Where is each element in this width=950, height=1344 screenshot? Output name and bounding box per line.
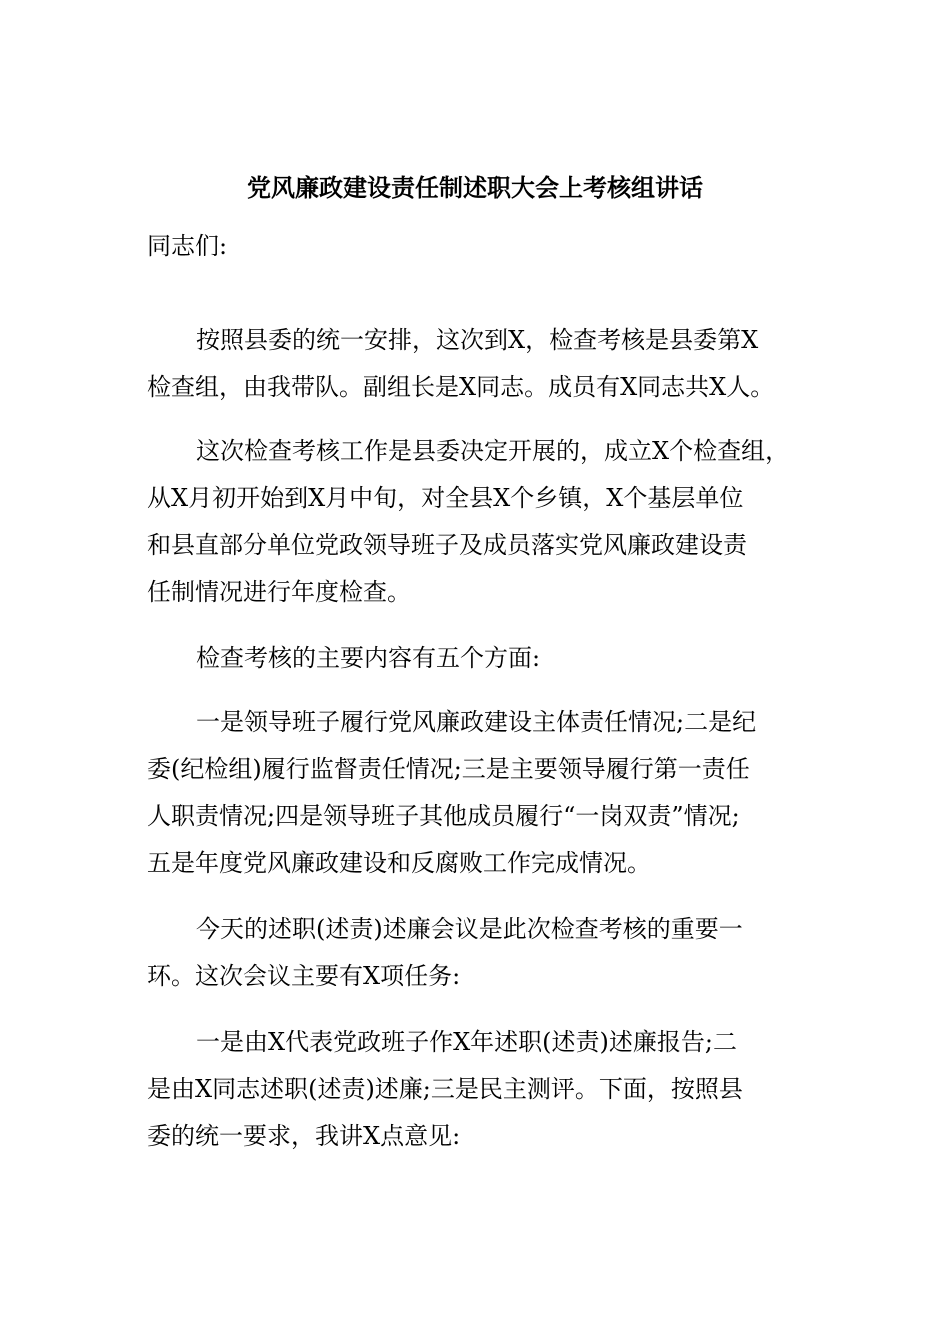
text-line: 是由X同志述职(述责)述廉;三是民主测评。下面，按照县 [147, 1075, 743, 1103]
text-line: 今天的述职(述责)述廉会议是此次检查考核的重要一 [196, 915, 743, 943]
text-line: 按照县委的统一安排，这次到X，检查考核是县委第X [196, 326, 759, 354]
document-title: 党风廉政建设责任制述职大会上考核组讲话 [247, 173, 703, 202]
text-line: 人职责情况;四是领导班子其他成员履行“一岗双责”情况; [147, 802, 740, 830]
text-line: 环。这次会议主要有X项任务: [147, 962, 461, 990]
text-line: 同志们: [147, 232, 228, 260]
text-line: 从X月初开始到X月中旬，对全县X个乡镇，X个基层单位 [147, 484, 744, 512]
text-line: 一是由X代表党政班子作X年述职(述责)述廉报告;二 [196, 1028, 737, 1056]
text-line: 委的统一要求，我讲X点意见: [147, 1122, 461, 1150]
text-line: 五是年度党风廉政建设和反腐败工作完成情况。 [147, 849, 651, 877]
text-line: 这次检查考核工作是县委决定开展的，成立X个检查组， [196, 437, 790, 465]
text-line: 委(纪检组)履行监督责任情况;三是主要领导履行第一责任 [147, 755, 750, 783]
text-line: 任制情况进行年度检查。 [147, 578, 411, 606]
text-line: 一是领导班子履行党风廉政建设主体责任情况;二是纪 [196, 708, 757, 736]
text-line: 检查考核的主要内容有五个方面: [196, 644, 541, 672]
text-line: 检查组，由我带队。副组长是X同志。成员有X同志共X人。 [147, 373, 775, 401]
text-line: 和县直部分单位党政领导班子及成员落实党风廉政建设责 [147, 531, 747, 559]
